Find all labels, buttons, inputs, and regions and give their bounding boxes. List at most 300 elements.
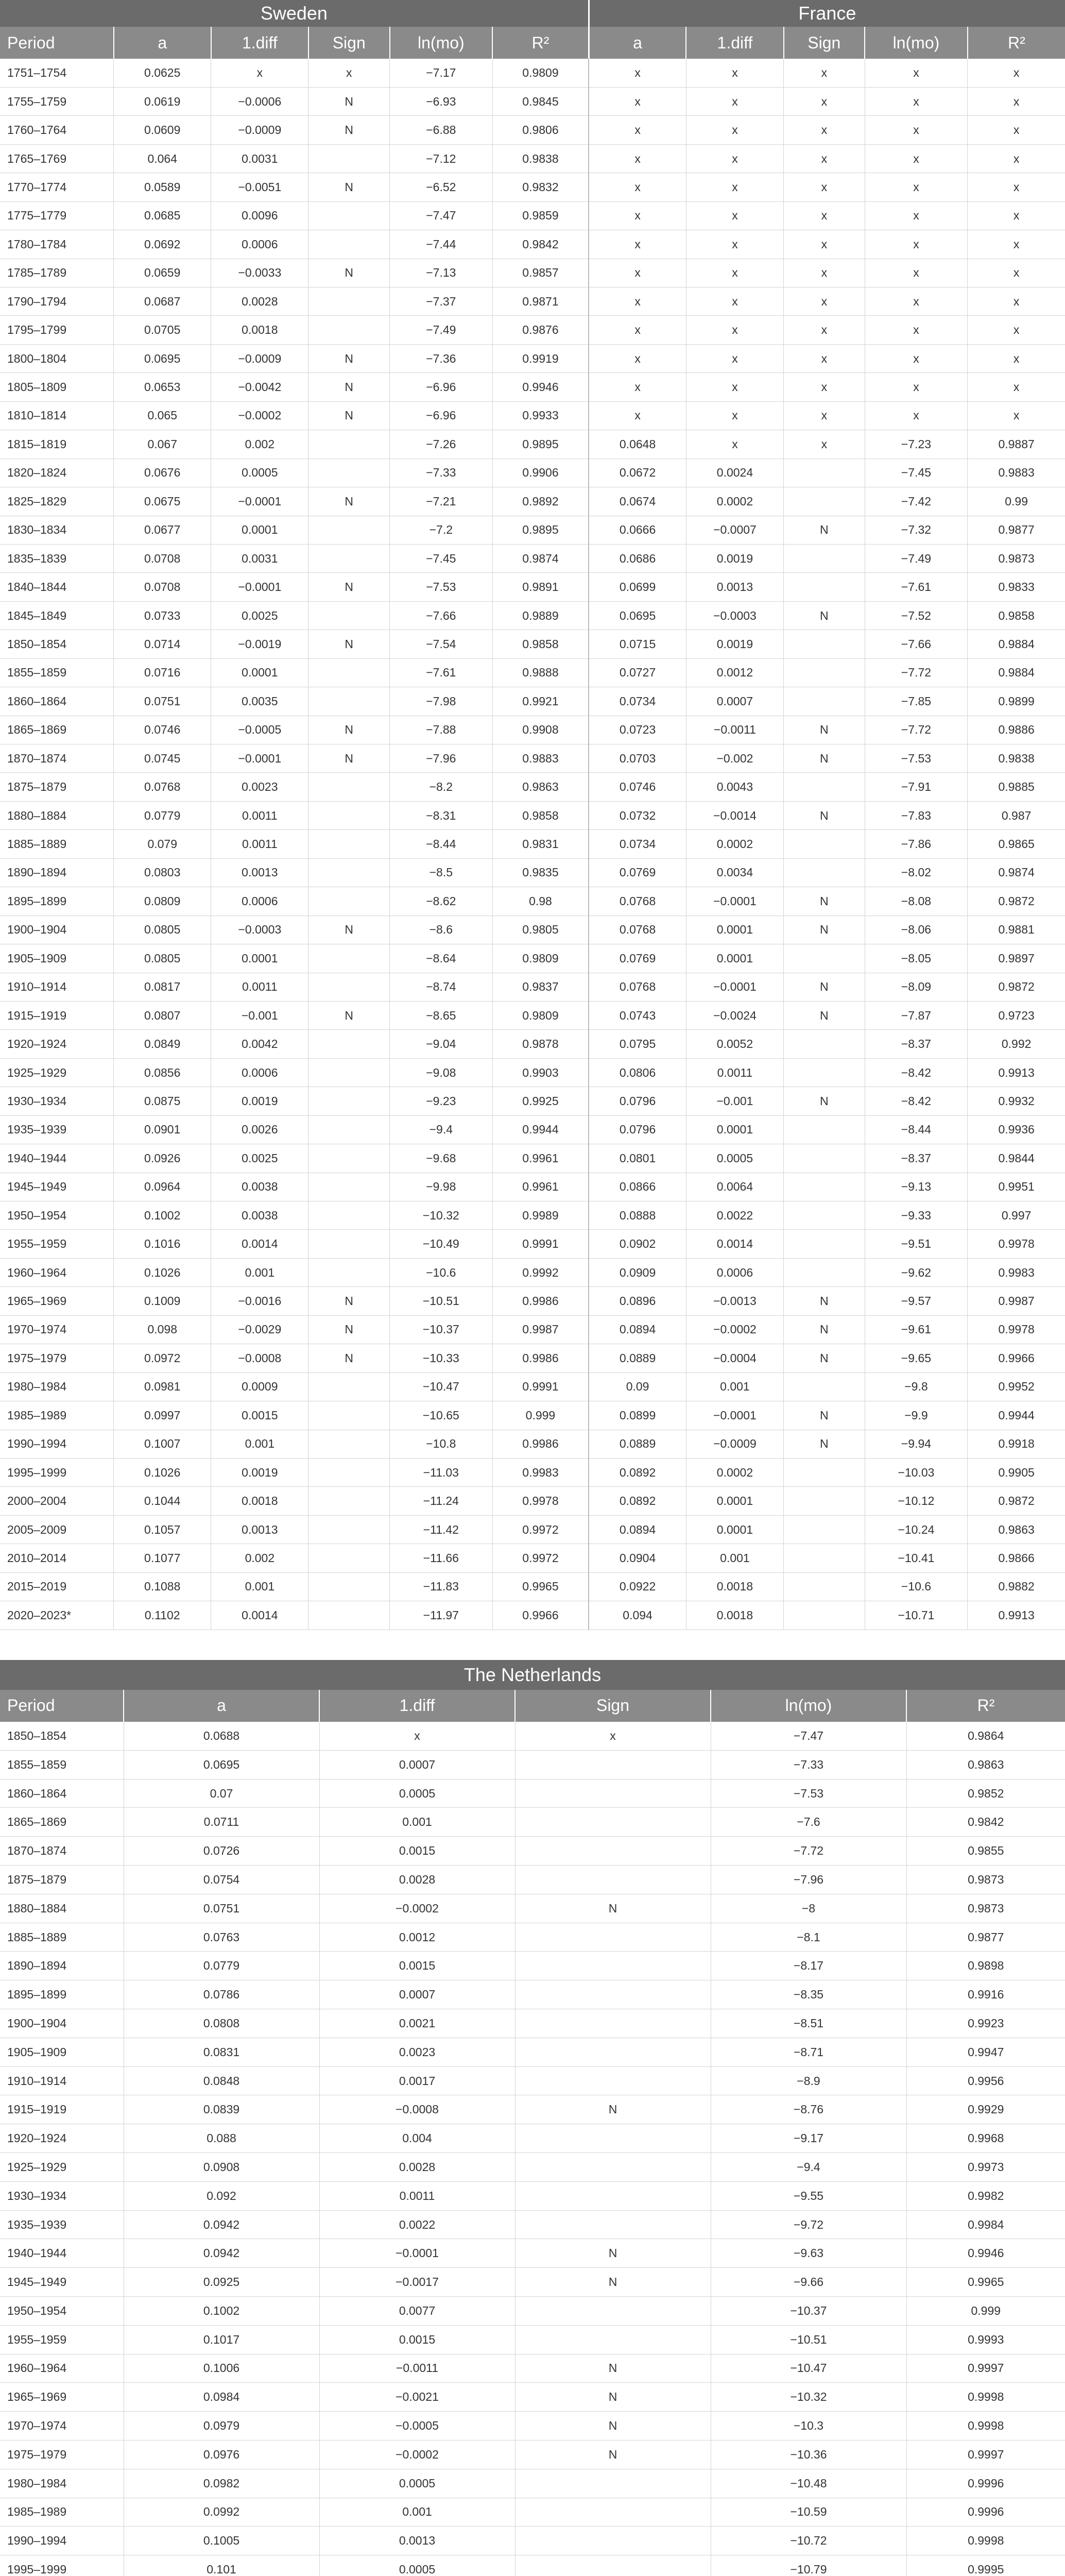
- cell-france-r2: 0.9872: [968, 887, 1065, 916]
- cell-sweden-sign: N: [308, 1344, 390, 1372]
- cell-1diff: −0.0001: [319, 2239, 515, 2268]
- cell-1diff: 0.0021: [319, 2009, 515, 2038]
- cell-a: 0.07: [124, 1779, 319, 1808]
- cell-sweden-lnmo: −7.2: [390, 516, 493, 544]
- cell-france-lnmo: x: [865, 373, 968, 401]
- cell-france-a: 0.0666: [589, 516, 686, 544]
- cell-france-1diff: x: [686, 373, 783, 401]
- table-row: [0, 1722, 1065, 1751]
- cell-sweden-a: 0.0733: [114, 601, 211, 630]
- table-row: [0, 687, 1065, 716]
- cell-france-a: x: [589, 344, 686, 372]
- table-row: [0, 1030, 1065, 1058]
- cell-sweden-a: 0.0875: [114, 1087, 211, 1115]
- cell-1diff: −0.0005: [319, 2412, 515, 2441]
- cell-sign: [515, 2469, 711, 2498]
- cell-sweden-r2: 0.9978: [492, 1487, 589, 1515]
- country-group-row: [0, 0, 1065, 27]
- cell-france-a: x: [589, 201, 686, 230]
- table-row: [0, 144, 1065, 173]
- cell-france-1diff: 0.0052: [686, 1030, 783, 1058]
- cell-sweden-lnmo: −10.33: [390, 1344, 493, 1372]
- cell-france-1diff: x: [686, 173, 783, 201]
- cell-france-sign: x: [784, 401, 865, 430]
- cell-sign: [515, 2181, 711, 2210]
- cell-lnmo: −9.66: [711, 2268, 906, 2297]
- cell-period: 1815–1819: [0, 430, 114, 459]
- cell-a: 0.0751: [124, 1894, 319, 1923]
- cell-a: 0.0976: [124, 2440, 319, 2469]
- cell-sweden-r2: 0.9946: [492, 373, 589, 401]
- cell-sweden-1diff: 0.0015: [211, 1401, 308, 1430]
- cell-france-1diff: −0.0001: [686, 973, 783, 1001]
- cell-a: 0.0779: [124, 1952, 319, 1980]
- cell-sweden-1diff: 0.0006: [211, 887, 308, 916]
- cell-france-lnmo: −7.32: [865, 516, 968, 544]
- cell-france-r2: 0.9838: [968, 744, 1065, 773]
- cell-france-r2: 0.9872: [968, 1487, 1065, 1515]
- cell-r2: 0.9929: [906, 2095, 1065, 2124]
- cell-sweden-lnmo: −8.65: [390, 1001, 493, 1029]
- cell-sweden-a: 0.0676: [114, 459, 211, 487]
- cell-lnmo: −9.55: [711, 2181, 906, 2210]
- table-row: [0, 2469, 1065, 2498]
- table-row: [0, 1779, 1065, 1808]
- cell-period: 1880–1884: [0, 801, 114, 829]
- cell-france-a: 0.0648: [589, 430, 686, 459]
- cell-a: 0.0984: [124, 2383, 319, 2412]
- cell-sweden-r2: 0.9972: [492, 1515, 589, 1544]
- cell-france-sign: [784, 1458, 865, 1486]
- cell-france-1diff: 0.0024: [686, 459, 783, 487]
- cell-r2: 0.9968: [906, 2124, 1065, 2153]
- cell-sweden-sign: N: [308, 344, 390, 372]
- table-row: [0, 1315, 1065, 1344]
- cell-france-1diff: 0.001: [686, 1544, 783, 1572]
- cell-r2: 0.9947: [906, 2038, 1065, 2066]
- table-row: [0, 259, 1065, 287]
- cell-sweden-lnmo: −7.98: [390, 687, 493, 716]
- cell-france-sign: N: [784, 1430, 865, 1458]
- cell-period: 1970–1974: [0, 2412, 124, 2441]
- cell-france-r2: 0.9858: [968, 601, 1065, 630]
- cell-france-a: 0.0743: [589, 1001, 686, 1029]
- cell-period: 1925–1929: [0, 2153, 124, 2182]
- cell-france-r2: 0.9951: [968, 1173, 1065, 1201]
- cell-france-sign: x: [784, 230, 865, 259]
- cell-sweden-a: 0.065: [114, 401, 211, 430]
- cell-sweden-r2: 0.9925: [492, 1087, 589, 1115]
- cell-sweden-sign: [308, 1458, 390, 1486]
- cell-sweden-lnmo: −9.08: [390, 1058, 493, 1087]
- cell-sweden-r2: 0.9889: [492, 601, 589, 630]
- cell-france-r2: 0.9833: [968, 573, 1065, 601]
- cell-sweden-1diff: 0.0001: [211, 658, 308, 687]
- cell-sweden-a: 0.0768: [114, 773, 211, 801]
- cell-france-1diff: 0.0001: [686, 916, 783, 944]
- cell-france-lnmo: −8.06: [865, 916, 968, 944]
- cell-france-sign: x: [784, 144, 865, 173]
- cell-france-a: 0.094: [589, 1601, 686, 1630]
- cell-sweden-1diff: −0.0042: [211, 373, 308, 401]
- cell-france-1diff: −0.002: [686, 744, 783, 773]
- cell-france-a: 0.0796: [589, 1115, 686, 1144]
- cell-france-lnmo: −8.42: [865, 1058, 968, 1087]
- table-row: [0, 1344, 1065, 1372]
- cell-sweden-1diff: −0.0005: [211, 716, 308, 744]
- cell-1diff: 0.001: [319, 1808, 515, 1837]
- cell-sweden-sign: [308, 1058, 390, 1087]
- cell-period: 1870–1874: [0, 1837, 124, 1866]
- cell-sweden-sign: N: [308, 716, 390, 744]
- cell-period: 1820–1824: [0, 459, 114, 487]
- cell-sweden-r2: 0.9857: [492, 259, 589, 287]
- cell-sweden-1diff: 0.0038: [211, 1201, 308, 1230]
- cell-sweden-r2: 0.9809: [492, 1001, 589, 1029]
- cell-period: 1960–1964: [0, 2354, 124, 2383]
- table-row: [0, 858, 1065, 887]
- cell-sweden-a: 0.0751: [114, 687, 211, 716]
- cell-france-lnmo: −7.83: [865, 801, 968, 829]
- cell-sweden-r2: 0.9809: [492, 944, 589, 973]
- cell-sweden-sign: [308, 1544, 390, 1572]
- cell-a: 0.092: [124, 2181, 319, 2210]
- cell-r2: 0.9997: [906, 2440, 1065, 2469]
- cell-sweden-lnmo: −6.93: [390, 87, 493, 115]
- cell-france-sign: [784, 1030, 865, 1058]
- cell-sweden-1diff: 0.0019: [211, 1458, 308, 1486]
- cell-sweden-a: 0.0809: [114, 887, 211, 916]
- cell-sign: [515, 1779, 711, 1808]
- cell-a: 0.0908: [124, 2153, 319, 2182]
- cell-france-sign: [784, 1230, 865, 1258]
- cell-1diff: −0.0017: [319, 2268, 515, 2297]
- cell-sweden-r2: 0.9933: [492, 401, 589, 430]
- cell-sweden-a: 0.0609: [114, 116, 211, 144]
- cell-france-sign: [784, 630, 865, 658]
- cell-france-lnmo: −7.85: [865, 687, 968, 716]
- cell-france-r2: x: [968, 59, 1065, 87]
- cell-france-lnmo: x: [865, 59, 968, 87]
- table-row: [0, 1515, 1065, 1544]
- table-row: [0, 1173, 1065, 1201]
- cell-france-1diff: x: [686, 430, 783, 459]
- table-row: [0, 1601, 1065, 1630]
- cell-france-a: 0.0723: [589, 716, 686, 744]
- cell-sweden-1diff: 0.0025: [211, 601, 308, 630]
- cell-france-a: 0.0769: [589, 944, 686, 973]
- netherlands-table: [0, 1660, 1065, 2576]
- cell-sweden-sign: [308, 1430, 390, 1458]
- table-row: [0, 173, 1065, 201]
- cell-france-lnmo: x: [865, 173, 968, 201]
- cell-period: 1755–1759: [0, 87, 114, 115]
- cell-lnmo: −8.76: [711, 2095, 906, 2124]
- cell-france-a: 0.0768: [589, 887, 686, 916]
- cell-sweden-sign: [308, 1030, 390, 1058]
- cell-lnmo: −10.48: [711, 2469, 906, 2498]
- cell-sweden-lnmo: −6.52: [390, 173, 493, 201]
- cell-a: 0.0695: [124, 1750, 319, 1779]
- cell-1diff: −0.0002: [319, 1894, 515, 1923]
- cell-sweden-sign: [308, 1087, 390, 1115]
- cell-sweden-a: 0.0901: [114, 1115, 211, 1144]
- cell-lnmo: −7.47: [711, 1722, 906, 1751]
- cell-period: 1950–1954: [0, 2297, 124, 2326]
- cell-sweden-1diff: −0.0001: [211, 487, 308, 516]
- group-title-sweden: Sweden: [0, 0, 589, 27]
- col-header-france-a: a: [589, 27, 686, 59]
- cell-sweden-sign: N: [308, 1315, 390, 1344]
- cell-period: 1910–1914: [0, 973, 114, 1001]
- cell-sweden-a: 0.1057: [114, 1515, 211, 1544]
- cell-r2: 0.9965: [906, 2268, 1065, 2297]
- cell-france-1diff: −0.0013: [686, 1287, 783, 1315]
- table-row: [0, 716, 1065, 744]
- cell-sweden-1diff: −0.001: [211, 1001, 308, 1029]
- cell-france-a: x: [589, 230, 686, 259]
- cell-period: 1985–1989: [0, 1401, 114, 1430]
- cell-period: 1915–1919: [0, 2095, 124, 2124]
- cell-period: 1905–1909: [0, 2038, 124, 2066]
- cell-france-r2: x: [968, 401, 1065, 430]
- cell-france-a: 0.0734: [589, 830, 686, 858]
- cell-france-lnmo: x: [865, 201, 968, 230]
- cell-france-lnmo: −10.12: [865, 1487, 968, 1515]
- cell-lnmo: −10.36: [711, 2440, 906, 2469]
- cell-sweden-r2: 0.9961: [492, 1144, 589, 1173]
- cell-sign: [515, 1808, 711, 1837]
- cell-sweden-a: 0.0677: [114, 516, 211, 544]
- cell-r2: 0.9898: [906, 1952, 1065, 1980]
- cell-period: 1975–1979: [0, 2440, 124, 2469]
- cell-france-1diff: x: [686, 344, 783, 372]
- table-row: [0, 344, 1065, 372]
- cell-sweden-1diff: 0.0042: [211, 1030, 308, 1058]
- nl-col-header-1diff: 1.diff: [319, 1690, 515, 1722]
- cell-france-lnmo: x: [865, 344, 968, 372]
- cell-period: 1751–1754: [0, 59, 114, 87]
- cell-period: 1915–1919: [0, 1001, 114, 1029]
- cell-france-1diff: x: [686, 230, 783, 259]
- table-row: [0, 2066, 1065, 2095]
- cell-sweden-a: 0.0685: [114, 201, 211, 230]
- cell-france-lnmo: −9.8: [865, 1372, 968, 1401]
- cell-lnmo: −10.32: [711, 2383, 906, 2412]
- cell-france-a: 0.0699: [589, 573, 686, 601]
- cell-sign: [515, 2009, 711, 2038]
- cell-sign: [515, 2527, 711, 2555]
- cell-france-sign: [784, 858, 865, 887]
- cell-france-a: x: [589, 287, 686, 316]
- cell-sign: [515, 1866, 711, 1894]
- cell-france-1diff: x: [686, 316, 783, 344]
- cell-sweden-r2: 0.9944: [492, 1115, 589, 1144]
- cell-sweden-lnmo: −7.49: [390, 316, 493, 344]
- cell-sweden-r2: 0.98: [492, 887, 589, 916]
- cell-sweden-sign: [308, 830, 390, 858]
- table-row: [0, 2354, 1065, 2383]
- cell-france-lnmo: −9.61: [865, 1315, 968, 1344]
- cell-sweden-1diff: 0.0035: [211, 687, 308, 716]
- table-row: [0, 2325, 1065, 2354]
- cell-sweden-lnmo: −11.42: [390, 1515, 493, 1544]
- cell-1diff: 0.0028: [319, 1866, 515, 1894]
- cell-sweden-sign: N: [308, 259, 390, 287]
- cell-france-r2: 0.997: [968, 1201, 1065, 1230]
- cell-sweden-1diff: −0.0029: [211, 1315, 308, 1344]
- table-row: [0, 801, 1065, 829]
- cell-france-sign: N: [784, 1087, 865, 1115]
- table-row: [0, 2555, 1065, 2576]
- cell-sweden-lnmo: −8.5: [390, 858, 493, 887]
- cell-sweden-1diff: 0.0013: [211, 1515, 308, 1544]
- cell-france-sign: N: [784, 716, 865, 744]
- cell-period: 1965–1969: [0, 1287, 114, 1315]
- cell-sweden-a: 0.0805: [114, 944, 211, 973]
- cell-sweden-1diff: 0.0014: [211, 1230, 308, 1258]
- cell-lnmo: −8.1: [711, 1923, 906, 1952]
- cell-sweden-1diff: 0.0001: [211, 944, 308, 973]
- cell-france-sign: [784, 1144, 865, 1173]
- cell-sweden-lnmo: −7.45: [390, 544, 493, 572]
- cell-1diff: 0.0015: [319, 1837, 515, 1866]
- cell-france-r2: x: [968, 287, 1065, 316]
- cell-period: 1950–1954: [0, 1201, 114, 1230]
- cell-1diff: 0.004: [319, 2124, 515, 2153]
- cell-sweden-1diff: 0.0019: [211, 1087, 308, 1115]
- cell-period: 1840–1844: [0, 573, 114, 601]
- cell-sweden-r2: 0.9837: [492, 973, 589, 1001]
- cell-r2: 0.9998: [906, 2527, 1065, 2555]
- cell-1diff: 0.0015: [319, 2325, 515, 2354]
- cell-sign: [515, 1923, 711, 1952]
- cell-sweden-1diff: 0.0018: [211, 316, 308, 344]
- cell-sweden-r2: 0.9986: [492, 1344, 589, 1372]
- cell-sweden-sign: [308, 601, 390, 630]
- cell-sweden-sign: [308, 287, 390, 316]
- cell-sweden-a: 0.0708: [114, 573, 211, 601]
- cell-period: 1775–1779: [0, 201, 114, 230]
- cell-a: 0.0763: [124, 1923, 319, 1952]
- cell-1diff: 0.0007: [319, 1980, 515, 2009]
- cell-sweden-r2: 0.9883: [492, 744, 589, 773]
- cell-france-r2: 0.9881: [968, 916, 1065, 944]
- cell-france-sign: N: [784, 516, 865, 544]
- cell-france-1diff: 0.0002: [686, 487, 783, 516]
- cell-sweden-r2: 0.9891: [492, 573, 589, 601]
- cell-sweden-a: 0.0805: [114, 916, 211, 944]
- netherlands-title-row: [0, 1660, 1065, 1690]
- cell-sweden-r2: 0.9908: [492, 716, 589, 744]
- group-title-france: France: [589, 0, 1065, 27]
- cell-sweden-lnmo: −10.32: [390, 1201, 493, 1230]
- cell-france-1diff: 0.0019: [686, 630, 783, 658]
- cell-sweden-a: 0.0708: [114, 544, 211, 572]
- cell-lnmo: −10.3: [711, 2412, 906, 2441]
- cell-sweden-1diff: 0.0006: [211, 230, 308, 259]
- cell-france-a: x: [589, 87, 686, 115]
- cell-a: 0.0726: [124, 1837, 319, 1866]
- col-header-sweden-a: a: [114, 27, 211, 59]
- col-header-france-sign: Sign: [784, 27, 865, 59]
- cell-sweden-lnmo: −10.51: [390, 1287, 493, 1315]
- cell-sweden-lnmo: −10.47: [390, 1372, 493, 1401]
- cell-sweden-sign: [308, 201, 390, 230]
- table-row: [0, 2038, 1065, 2066]
- cell-sweden-1diff: −0.0006: [211, 87, 308, 115]
- cell-period: 1845–1849: [0, 601, 114, 630]
- cell-france-r2: 0.9978: [968, 1315, 1065, 1344]
- cell-period: 1895–1899: [0, 1980, 124, 2009]
- cell-r2: 0.9916: [906, 1980, 1065, 2009]
- table-row: [0, 1372, 1065, 1401]
- cell-france-sign: [784, 1372, 865, 1401]
- cell-sweden-sign: N: [308, 744, 390, 773]
- cell-sweden-r2: 0.9858: [492, 801, 589, 829]
- cell-france-sign: x: [784, 116, 865, 144]
- cell-sweden-lnmo: −7.26: [390, 430, 493, 459]
- table-row: [0, 916, 1065, 944]
- cell-sweden-lnmo: −7.21: [390, 487, 493, 516]
- cell-1diff: 0.0005: [319, 2555, 515, 2576]
- cell-r2: 0.9852: [906, 1779, 1065, 1808]
- cell-sweden-1diff: 0.0011: [211, 830, 308, 858]
- table-row: [0, 2268, 1065, 2297]
- cell-period: 1835–1839: [0, 544, 114, 572]
- cell-sweden-lnmo: −8.64: [390, 944, 493, 973]
- cell-france-sign: N: [784, 601, 865, 630]
- cell-sweden-r2: 0.9892: [492, 487, 589, 516]
- cell-period: 2020–2023*: [0, 1601, 114, 1630]
- cell-france-1diff: −0.0004: [686, 1344, 783, 1372]
- table-row: [0, 1058, 1065, 1087]
- cell-a: 0.0808: [124, 2009, 319, 2038]
- cell-period: 1985–1989: [0, 2498, 124, 2527]
- cell-sign: N: [515, 2268, 711, 2297]
- cell-lnmo: −7.33: [711, 1750, 906, 1779]
- cell-sweden-1diff: −0.0009: [211, 116, 308, 144]
- cell-france-sign: [784, 1487, 865, 1515]
- cell-lnmo: −10.37: [711, 2297, 906, 2326]
- netherlands-header-row: [0, 1690, 1065, 1722]
- table-row: [0, 1401, 1065, 1430]
- table-row: [0, 1258, 1065, 1286]
- cell-france-1diff: x: [686, 87, 783, 115]
- cell-sweden-r2: 0.9858: [492, 630, 589, 658]
- cell-france-a: 0.0672: [589, 459, 686, 487]
- cell-sign: [515, 1980, 711, 2009]
- cell-sweden-1diff: 0.0011: [211, 973, 308, 1001]
- cell-sweden-a: 0.0745: [114, 744, 211, 773]
- cell-sweden-a: 0.1009: [114, 1287, 211, 1315]
- cell-france-r2: x: [968, 259, 1065, 287]
- cell-lnmo: −9.63: [711, 2239, 906, 2268]
- cell-sweden-lnmo: −9.04: [390, 1030, 493, 1058]
- cell-period: 2005–2009: [0, 1515, 114, 1544]
- cell-france-1diff: 0.0005: [686, 1144, 783, 1173]
- cell-sweden-sign: N: [308, 573, 390, 601]
- cell-sweden-r2: 0.9874: [492, 544, 589, 572]
- cell-france-a: 0.0894: [589, 1515, 686, 1544]
- cell-period: 1935–1939: [0, 1115, 114, 1144]
- table-row: [0, 1201, 1065, 1230]
- cell-france-lnmo: −7.91: [865, 773, 968, 801]
- cell-sweden-lnmo: −7.66: [390, 601, 493, 630]
- cell-sweden-a: 0.0675: [114, 487, 211, 516]
- cell-sign: [515, 1750, 711, 1779]
- cell-france-1diff: 0.0043: [686, 773, 783, 801]
